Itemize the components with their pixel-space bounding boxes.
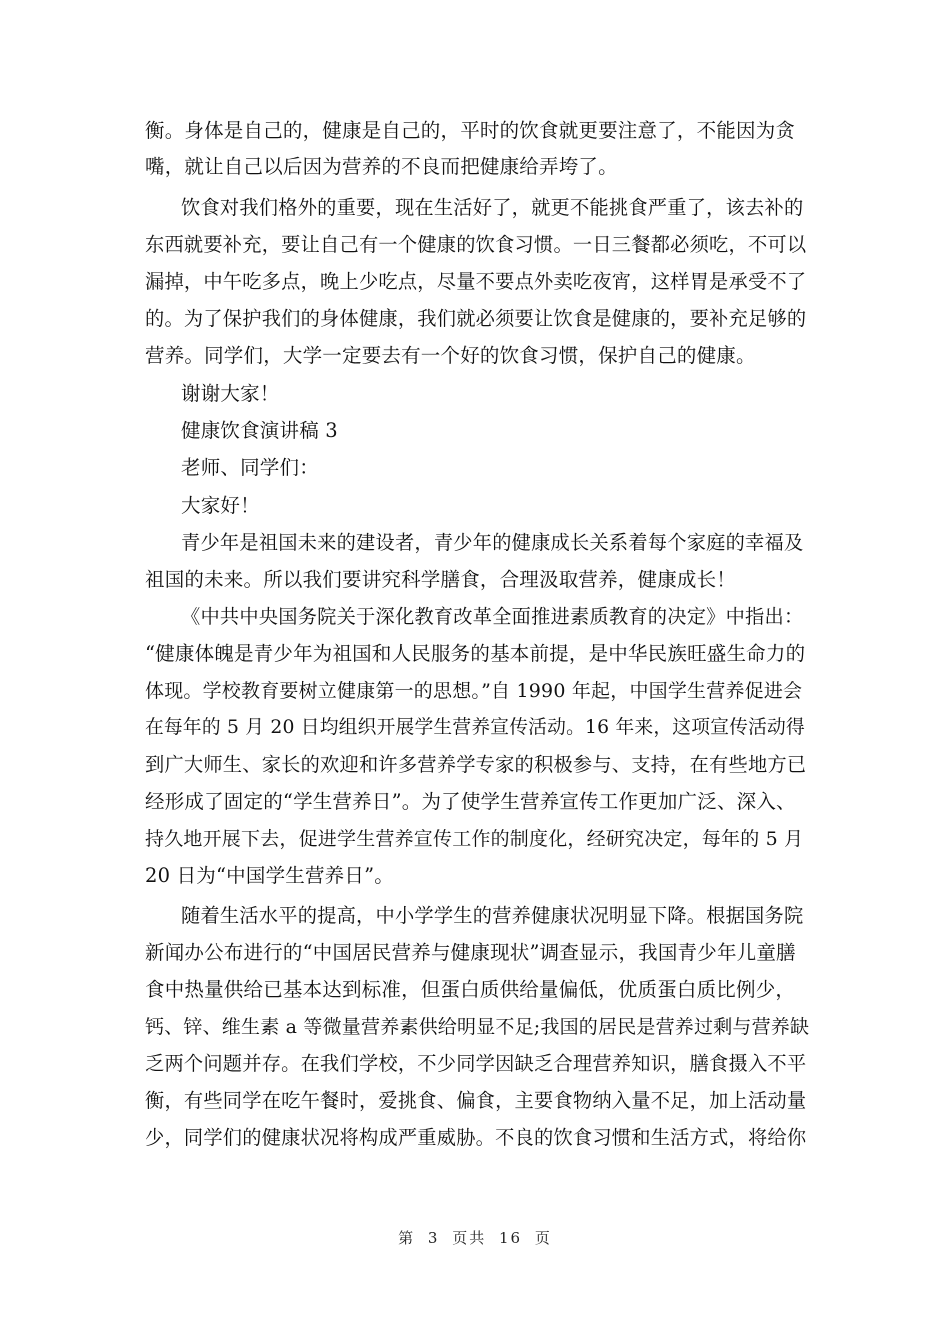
text-line: 随着生活水平的提高，中小学学生的营养健康状况明显下降。根据国务院 xyxy=(181,904,804,927)
text-line: 大家好！ xyxy=(181,494,260,517)
text-line: 持久地开展下去，促进学生营养宣传工作的制度化，经研究决定，每年的 5 月 xyxy=(145,828,804,850)
text-line: 经形成了固定的“学生营养日”。为了使学生营养宣传工作更加广泛、深入、 xyxy=(145,790,796,813)
text-line: 祖国的未来。所以我们要讲究科学膳食，合理汲取营养，健康成长！ xyxy=(145,568,737,591)
text-line: 体现。学校教育要树立健康第一的思想。”自 1990 年起，中国学生营养促进会 xyxy=(145,680,803,702)
text-line: 食中热量供给已基本达到标准，但蛋白质供给量偏低，优质蛋白质比例少， xyxy=(145,978,796,1001)
text-line: 少，同学们的健康状况将构成严重威胁。不良的饮食习惯和生活方式，将给你 xyxy=(145,1126,807,1149)
text-line: 嘴，就让自己以后因为营养的不良而把健康给弄垮了。 xyxy=(145,155,618,178)
text-line: 谢谢大家！ xyxy=(181,382,280,405)
text-line: 老师、同学们： xyxy=(181,456,319,479)
text-line: 在每年的 5 月 20 日均组织开展学生营养宣传活动。16 年来，这项宣传活动得 xyxy=(145,717,805,738)
text-line: 乏两个问题并存。在我们学校，不少同学因缺乏合理营养知识，膳食摄入不平 xyxy=(145,1052,807,1075)
text-line: 健康饮食演讲稿 3 xyxy=(181,419,338,442)
text-line: 东西就要补充，要让自己有一个健康的饮食习惯。一日三餐都必须吃，不可以 xyxy=(145,233,807,256)
page-number: 第 3 页共 16 页 xyxy=(398,1229,552,1247)
text-line: 营养。同学们，大学一定要去有一个好的饮食习惯，保护自己的健康。 xyxy=(145,344,756,367)
text-line: 漏掉，中午吃多点，晚上少吃点，尽量不要点外卖吃夜宵，这样胃是承受不了 xyxy=(145,270,807,293)
text-line: 新闻办公布进行的“中国居民营养与健康现状”调查显示，我国青少年儿童膳 xyxy=(145,941,796,964)
text-line: 《中共中央国务院关于深化教育改革全面推进素质教育的决定》中指出： xyxy=(181,605,804,628)
text-line: 的。为了保护我们的身体健康，我们就必须要让饮食是健康的，要补充足够的 xyxy=(145,307,807,330)
text-line: 青少年是祖国未来的建设者，青少年的健康成长关系着每个家庭的幸福及 xyxy=(181,531,804,554)
text-line: 衡。身体是自己的，健康是自己的，平时的饮食就更要注意了，不能因为贪 xyxy=(145,119,796,142)
text-line: “健康体魄是青少年为祖国和人民服务的基本前提，是中华民族旺盛生命力的 xyxy=(145,642,806,665)
text-line: 饮食对我们格外的重要，现在生活好了，就更不能挑食严重了，该去补的 xyxy=(181,196,804,219)
text-line: 钙、锌、维生素 a 等微量营养素供给明显不足;我国的居民是营养过剩与营养缺 xyxy=(145,1016,810,1038)
text-line: 20 日为“中国学生营养日”。 xyxy=(145,864,394,887)
text-line: 到广大师生、家长的欢迎和许多营养学专家的积极参与、支持，在有些地方已 xyxy=(145,753,807,776)
text-line: 衡，有些同学在吃午餐时，爱挑食、偏食，主要食物纳入量不足，加上活动量 xyxy=(145,1089,807,1112)
